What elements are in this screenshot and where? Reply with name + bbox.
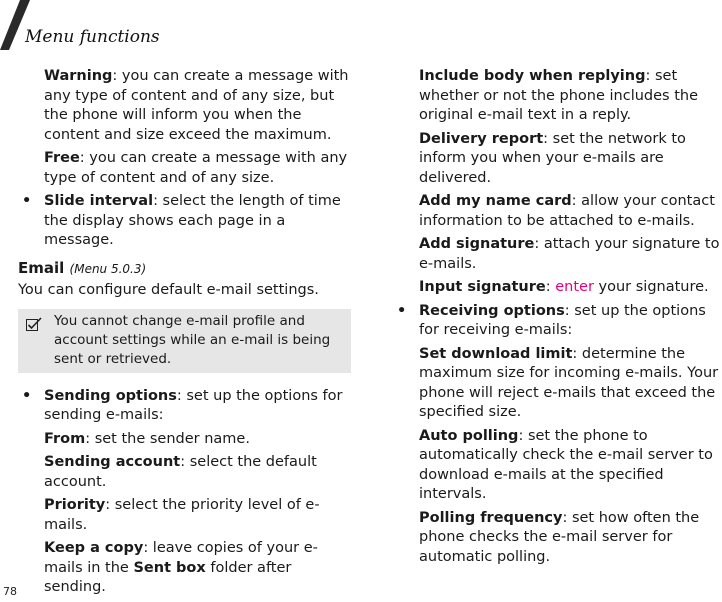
- page-title: Menu functions: [25, 27, 160, 47]
- page-number: 78: [3, 585, 17, 598]
- sending-options-item: • Sending options: set up the options for sending e-mails:: [44, 387, 353, 426]
- add-signature-option: Add signature: attach your signature to e-mails.: [419, 236, 720, 272]
- slide-interval-item: • Slide interval: select the length of time the display shows each page in a message.: [44, 192, 353, 251]
- name-card-option: Add my name card: allow your contact information to be attached to e-mails.: [419, 193, 715, 229]
- input-signature-option: Input signature: enter your signature.: [419, 279, 709, 295]
- left-column: [18, 67, 353, 602]
- email-heading: Email (Menu 5.0.3): [18, 258, 147, 277]
- include-body-option: Include body when replying: set whether or not the phone includes the original e-mail text in a reply.: [419, 68, 699, 123]
- check-note-icon: [26, 317, 42, 331]
- sending-account-option: Sending account: select the default account.: [44, 454, 317, 490]
- email-intro: You can configure default e-mail settings.: [18, 282, 319, 298]
- warning-option: Warning: you can create a message with any type of content and of any size, but the phone will inform you when the content and size exceed the maximum.: [44, 68, 349, 143]
- receiving-options-item: • Receiving options: set up the options for receiving e-mails:: [419, 302, 722, 341]
- priority-option: Priority: select the priority level of e-mails.: [44, 497, 320, 533]
- right-column: [393, 67, 722, 571]
- note-box: [18, 309, 351, 373]
- auto-polling-option: Auto polling: set the phone to automatically check the e-mail server to download e-mails at the specified intervals.: [419, 427, 713, 502]
- polling-frequency-option: Polling frequency: set how often the phone checks the e-mail server for automatic polling.: [419, 509, 700, 565]
- note-text: You cannot change e-mail profile and account settings while an e-mail is being sent or retrieved.: [54, 312, 331, 367]
- from-option: From: set the sender name.: [44, 430, 250, 447]
- keep-copy-option: Keep a copy: leave copies of your e-mails in the Sent box folder after sending.: [44, 540, 318, 595]
- free-option: Free: you can create a message with any type of content and of any size.: [44, 150, 348, 186]
- menu-code: (Menu 5.0.3): [69, 261, 147, 276]
- enter-keyword: enter: [555, 279, 594, 295]
- download-limit-option: Set download limit: determine the maximum size for incoming e-mails. Your phone will reject e-mails that exceed the specified size.: [419, 345, 719, 420]
- delivery-report-option: Delivery report: set the network to inform you when your e-mails are delivered.: [419, 130, 686, 186]
